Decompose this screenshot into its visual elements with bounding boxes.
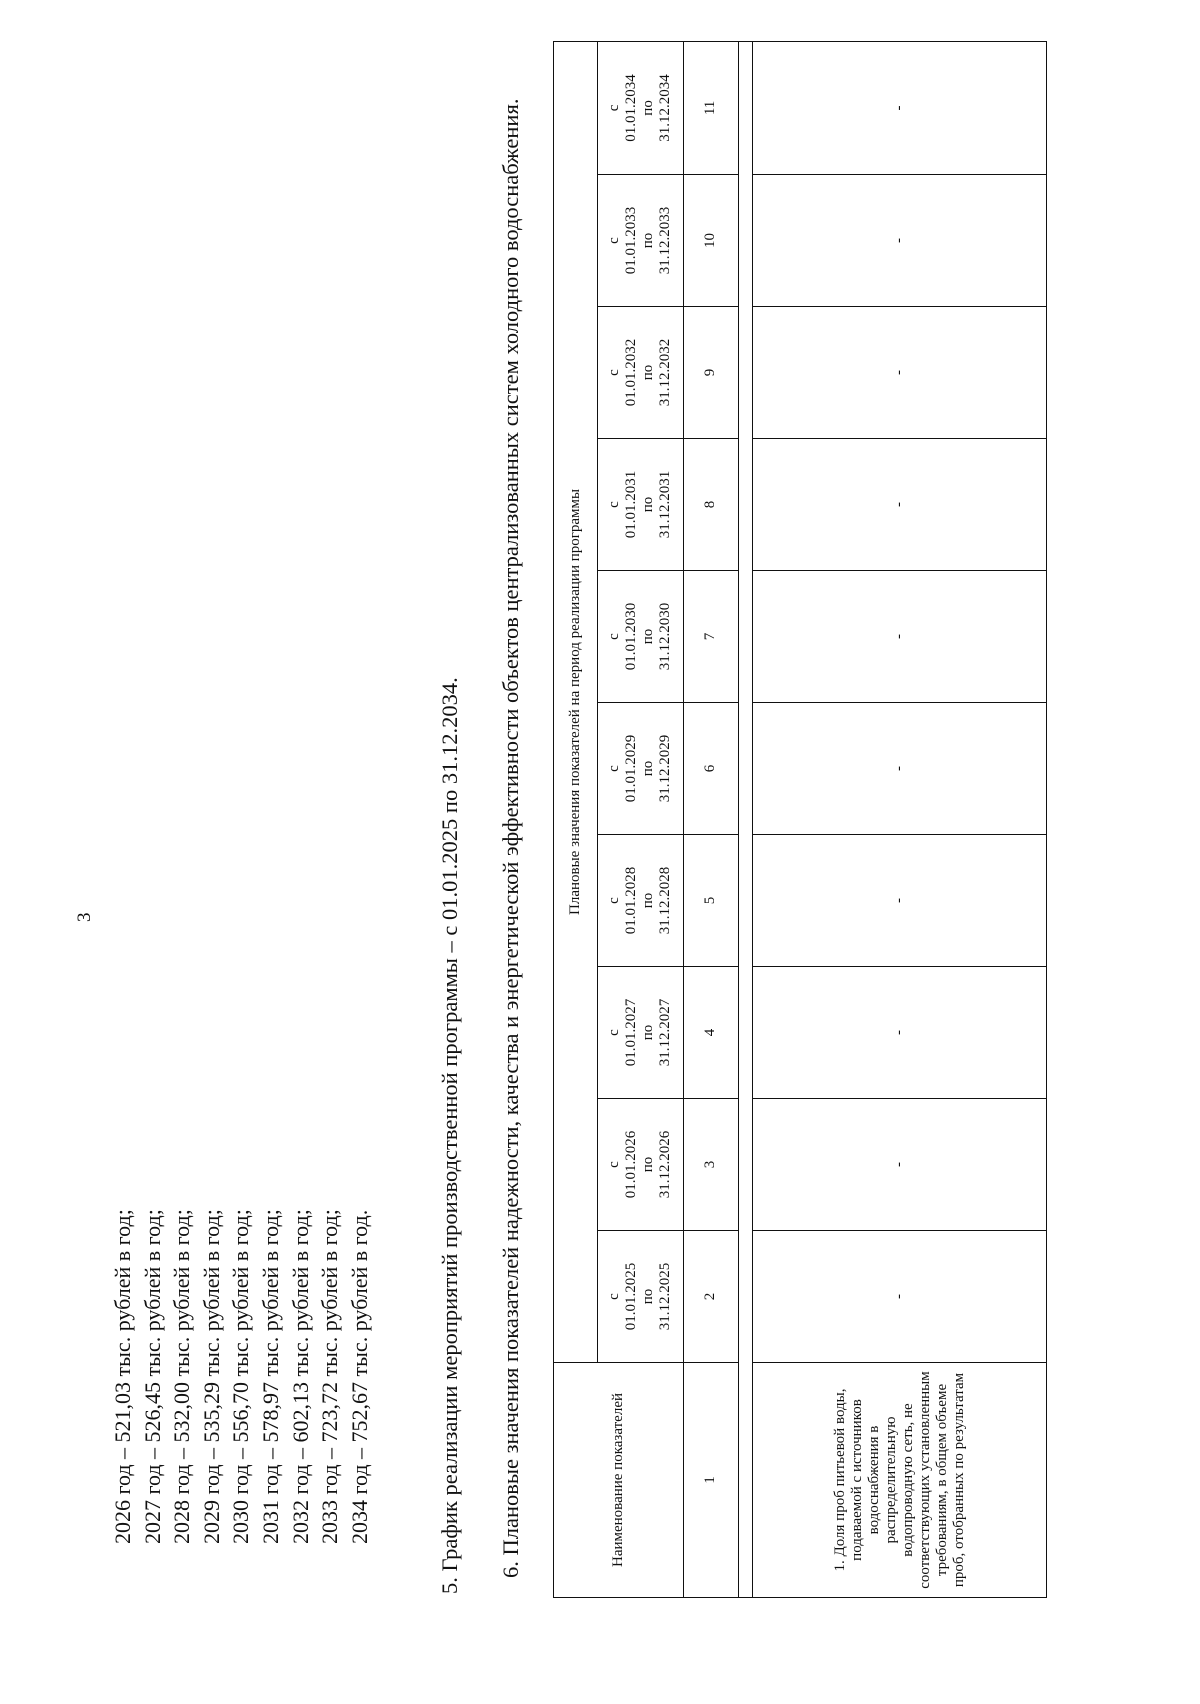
period-start: 01.01.2030: [623, 602, 640, 671]
column-number-cell: 7: [683, 571, 738, 703]
period-to: по: [640, 364, 657, 381]
cost-line: 2032 год – 602,13 тыс. рублей в год;: [287, 1209, 313, 1544]
period-from: с: [606, 369, 623, 376]
period-header-cell: [597, 571, 683, 703]
period-end: 31.12.2027: [657, 998, 674, 1067]
period-from: с: [606, 1161, 623, 1168]
period-start: 01.01.2034: [623, 74, 640, 142]
column-number-cell: 9: [683, 307, 738, 439]
period-end: 31.12.2028: [657, 866, 674, 935]
period-from: с: [606, 1293, 623, 1300]
indicator-name-header: Наименование показателей: [554, 1363, 684, 1598]
value-cell: -: [753, 835, 1047, 967]
cost-line: 2028 год – 532,00 тыс. рублей в год;: [169, 1209, 195, 1544]
cost-line: 2033 год – 723,72 тыс. рублей в год;: [317, 1209, 343, 1544]
period-end: 31.12.2031: [657, 470, 674, 539]
period-from: с: [606, 765, 623, 772]
column-number-cell: 3: [683, 1099, 738, 1231]
period-start: 01.01.2031: [623, 470, 640, 539]
value-cell: -: [753, 703, 1047, 835]
cost-line: 2027 год – 526,45 тыс. рублей в год;: [139, 1209, 165, 1544]
period-to: по: [640, 628, 657, 645]
period-start: 01.01.2032: [623, 338, 640, 407]
cost-line: 2029 год – 535,29 тыс. рублей в год;: [198, 1209, 224, 1544]
indicators-table: [553, 41, 1047, 1598]
period-to: по: [640, 1288, 657, 1305]
period-header-cell: [597, 307, 683, 439]
column-number-cell: 8: [683, 439, 738, 571]
period-start: 01.01.2033: [623, 206, 640, 275]
period-to: по: [640, 1156, 657, 1173]
period-from: с: [606, 897, 623, 904]
period-to: по: [640, 1024, 657, 1041]
period-header-cell: [597, 1099, 683, 1231]
period-start: 01.01.2025: [623, 1262, 640, 1331]
period-header-cell: [597, 835, 683, 967]
period-from: с: [606, 501, 623, 508]
period-start: 01.01.2026: [623, 1130, 640, 1199]
period-end: 31.12.2032: [657, 338, 674, 407]
period-header-cell: [597, 1231, 683, 1363]
column-number-cell: 6: [683, 703, 738, 835]
column-number-cell: 1: [683, 1363, 738, 1598]
indicator-name-cell: 1. Доля проб питьевой воды, подаваемой с источников водоснабжения в распределительную водопроводную сеть, не соответствующих установленным требованиям, в общем объеме проб, отобранных по результатам: [753, 1363, 1047, 1598]
cost-line: 2026 год – 521,03 тыс. рублей в год;: [110, 1209, 135, 1544]
period-end: 31.12.2030: [657, 602, 674, 671]
period-header-cell: [597, 967, 683, 1099]
column-number-cell: 4: [683, 967, 738, 1099]
period-start: 01.01.2028: [623, 866, 640, 935]
page-number: 3: [74, 912, 95, 922]
cost-line: 2034 год – 752,67 тыс. рублей в год.: [346, 1209, 372, 1544]
planned-values-header: Плановые значения показателей на период реализации программы: [554, 41, 598, 1362]
value-cell: -: [753, 41, 1047, 174]
column-number-cell: 2: [683, 1231, 738, 1363]
period-from: с: [606, 633, 623, 640]
period-start: 01.01.2029: [623, 734, 640, 803]
cost-line: 2031 год – 578,97 тыс. рублей в год;: [257, 1209, 283, 1544]
value-cell: -: [753, 1231, 1047, 1363]
value-cell: -: [753, 571, 1047, 703]
period-to: по: [640, 232, 657, 249]
section-5-heading: 5. График реализации мероприятий производственной программы – с 01.01.2025 по 31.12.2034.: [437, 677, 462, 1594]
value-cell: -: [753, 175, 1047, 307]
period-from: с: [606, 1029, 623, 1036]
column-number-cell: 10: [683, 175, 738, 307]
period-start: 01.01.2027: [623, 998, 640, 1067]
period-from: с: [606, 237, 623, 244]
period-to: по: [640, 100, 657, 116]
table-row: [753, 41, 1047, 1597]
value-cell: -: [753, 307, 1047, 439]
period-to: по: [640, 892, 657, 909]
period-to: по: [640, 496, 657, 513]
period-end: 31.12.2033: [657, 206, 674, 275]
period-end: 31.12.2025: [657, 1262, 674, 1331]
cost-list: [108, 1209, 374, 1544]
section-6-heading: 6. Плановые значения показателей надежности, качества и энергетической эффективности объектов централизованных систем холодного водоснабжения.: [498, 98, 523, 1578]
column-number-cell: 11: [683, 41, 738, 174]
value-cell: -: [753, 967, 1047, 1099]
value-cell: -: [753, 1099, 1047, 1231]
table-separator: [739, 41, 753, 1597]
column-number-cell: 5: [683, 835, 738, 967]
column-number-row: [683, 41, 738, 1597]
period-from: с: [606, 104, 623, 112]
cost-line: 2030 год – 556,70 тыс. рублей в год;: [228, 1209, 254, 1544]
period-header-cell: [597, 41, 683, 174]
period-to: по: [640, 760, 657, 777]
period-header-cell: [597, 175, 683, 307]
period-end: 31.12.2034: [657, 74, 674, 142]
period-end: 31.12.2026: [657, 1130, 674, 1199]
period-header-cell: [597, 703, 683, 835]
period-end: 31.12.2029: [657, 734, 674, 803]
value-cell: -: [753, 439, 1047, 571]
period-header-cell: [597, 439, 683, 571]
